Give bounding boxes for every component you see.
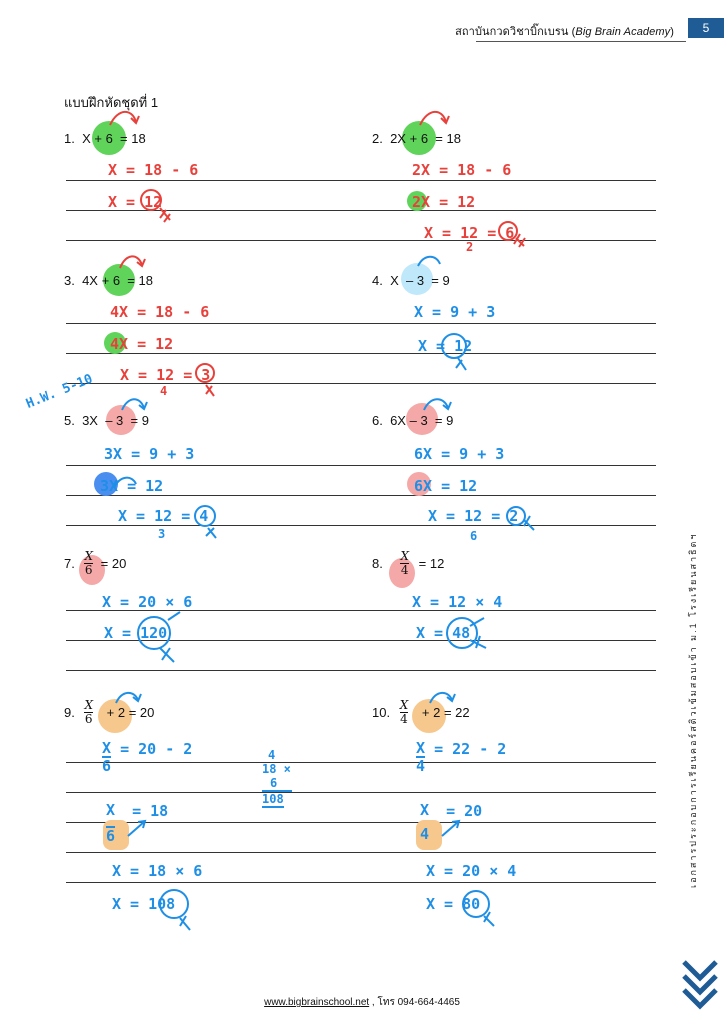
arrow-icon — [442, 822, 458, 836]
answer-circle — [195, 506, 215, 526]
hw-calc: 4 18 × 6 108 — [262, 748, 291, 806]
problem-10: 10. $\frac{X}{4}$ + 2 = 22 — [372, 698, 470, 726]
problem-8: 8. $\frac{X}{4}$ = 12 — [372, 549, 445, 577]
answer-circle — [507, 507, 525, 525]
hw-step: 4X = 12 — [110, 335, 174, 353]
problem-1: 1. X + 6 = 18 — [64, 131, 146, 146]
hw-step: $\frac{X}{6}$ = 20 - 2 — [102, 739, 193, 775]
problem-2: 2. 2X + 6 = 18 — [372, 131, 461, 146]
answer-circle — [442, 334, 466, 358]
hw-step: 2X = 12 — [412, 193, 476, 211]
arrow-icon — [418, 257, 440, 266]
hw-note: H.W. 5-10 — [24, 371, 95, 412]
hw-step: X 4 = 20 — [420, 801, 483, 843]
footer — [0, 995, 724, 1010]
hw-step: X = 12 = 4 — [118, 507, 209, 525]
answer-circle — [160, 890, 188, 918]
hw-step: 4X = 18 - 6 — [110, 303, 210, 321]
page-number: 5 — [688, 18, 724, 38]
hw-step: X = 18 × 6 — [112, 862, 203, 880]
hw-step: X = 18 - 6 — [108, 161, 199, 179]
hw-step: X = 48 — [416, 624, 471, 642]
problem-4: 4. X – 3 = 9 — [372, 273, 450, 288]
arrow-icon — [128, 822, 144, 836]
answer-circle — [196, 364, 214, 382]
answer-circle — [447, 618, 477, 648]
hw-step: X = 20 × 4 — [426, 862, 517, 880]
hw-step: X = 12 = 3 — [120, 366, 211, 384]
hw-step: 2 — [466, 240, 474, 254]
answer-circle — [463, 891, 489, 917]
hw-step: 6X = 9 + 3 — [414, 445, 505, 463]
arrow-icon — [122, 399, 144, 410]
hw-step: 3X = 9 + 3 — [104, 445, 195, 463]
hw-step: 6X = 12 — [414, 477, 478, 495]
footer-phone: , โทร 094-664-4465 — [369, 997, 460, 1008]
hw-step: X = 12 = 6 — [424, 224, 515, 242]
hw-step: X = 120 — [104, 624, 168, 642]
hw-step: X = 12 — [108, 193, 163, 211]
fraction: $\frac{X}{6}$ — [84, 698, 94, 726]
hw-step: 3 — [158, 527, 166, 541]
website-link[interactable]: www.bigbrainschool.net — [264, 997, 370, 1008]
problem-9: 9. $\frac{X}{6}$ + 2 = 20 — [64, 698, 155, 726]
fraction: $\frac{X}{6}$ — [84, 549, 94, 577]
hw-step: X = 12 = 2 — [428, 507, 519, 525]
hw-step: X = 12 × 4 — [412, 593, 503, 611]
problem-7: 7. $\frac{X}{6}$ = 20 — [64, 549, 127, 577]
arrow-icon — [424, 399, 448, 410]
hw-step: 3X = 12 — [100, 477, 164, 495]
problem-6: 6. 6X – 3 = 9 — [372, 413, 454, 428]
problem-3: 3. 4X + 6 = 18 — [64, 273, 153, 288]
fraction: $\frac{X}{4}$ — [400, 549, 410, 577]
hw-step: $\frac{X}{4}$ = 22 - 2 — [416, 739, 507, 775]
fraction: $\frac{X}{4}$ — [399, 698, 409, 726]
chevron-down-icon — [684, 962, 716, 978]
header-title: สถาบันกวดวิชาบิ๊กเบรน (Big Brain Academy) — [455, 26, 674, 38]
hw-step: $\frac{X}{6}$ = 18 — [106, 801, 169, 845]
hw-step: X = 80 — [426, 895, 481, 913]
side-caption: เอกสารประกอบการเรียนคอร์สติวเข้มสอบเข้า ม.1 โรงเรียนสาธิตฯ — [688, 532, 698, 888]
hw-step: X = 12 — [418, 337, 473, 355]
problem-5: 5. 3X – 3 = 9 — [64, 413, 149, 428]
hw-step: 2X = 18 - 6 — [412, 161, 512, 179]
hw-step: 4 — [160, 384, 168, 398]
answer-circle — [141, 190, 161, 210]
hw-step: X = 20 × 6 — [102, 593, 193, 611]
arrow-icon — [114, 478, 136, 488]
hw-step: 6 — [470, 529, 478, 543]
answer-circle — [499, 222, 517, 240]
hw-step: X = 9 + 3 — [414, 303, 496, 321]
hw-step: X = 108 — [112, 895, 176, 913]
exercise-set-title: แบบฝึกหัดชุดที่ 1 — [64, 95, 159, 110]
answer-circle — [138, 617, 170, 649]
